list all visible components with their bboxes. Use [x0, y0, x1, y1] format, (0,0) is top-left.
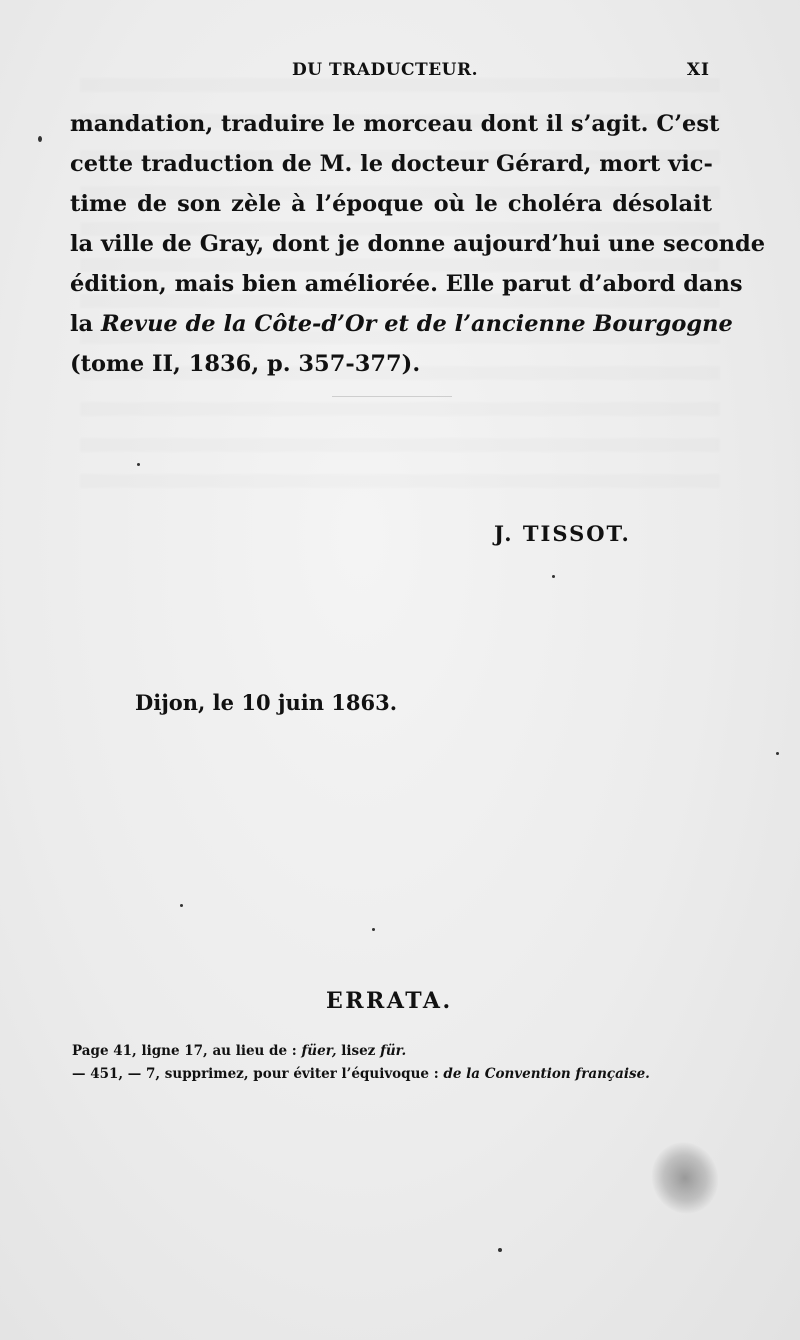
- dust-speck: [38, 136, 42, 142]
- dust-speck: [137, 463, 140, 466]
- page-number: XI: [686, 60, 710, 80]
- ink-smudge: [642, 1133, 729, 1223]
- place-date: Dijon, le 10 juin 1863.: [135, 690, 398, 715]
- errata-entry: [72, 1063, 732, 1086]
- errata-italic-phrase: de la Convention française.: [443, 1066, 650, 1082]
- text-line: (tome II, 1836, p. 357-377).: [70, 351, 421, 377]
- text-line: la ville de Gray, dont je donne aujourd’hui une seconde: [70, 231, 766, 257]
- dust-speck: [776, 752, 779, 755]
- errata-text: — 451, — 7, supprimez, pour éviter l’équivoque :: [72, 1066, 439, 1082]
- dust-speck: [552, 575, 555, 578]
- text-fragment: la: [70, 311, 94, 337]
- author-signature: J. TISSOT.: [494, 521, 631, 546]
- dust-speck: [180, 904, 183, 907]
- errata-entry: [72, 1040, 732, 1063]
- errata-list: [72, 1040, 732, 1086]
- dust-speck: [372, 928, 375, 931]
- dust-speck: [498, 1248, 502, 1252]
- text-line: time de son zèle à l’époque où le choléra désolait: [70, 191, 712, 217]
- text-line: mandation, traduire le morceau dont il s’agit. C’est: [70, 111, 720, 137]
- page-header: [70, 60, 710, 88]
- text-line: [70, 304, 733, 344]
- running-head: DU TRADUCTEUR.: [292, 60, 479, 80]
- errata-text: Page 41, ligne 17, au lieu de :: [72, 1043, 297, 1059]
- faint-rule: [332, 396, 452, 397]
- errata-title: ERRATA.: [326, 988, 453, 1014]
- text-line: cette traduction de M. le docteur Gérard, mort vic-: [70, 151, 713, 177]
- errata-wrong-word: füer,: [301, 1043, 337, 1059]
- errata-correct-word: für.: [380, 1043, 407, 1059]
- errata-text: lisez: [341, 1043, 376, 1059]
- text-line: édition, mais bien améliorée. Elle parut d’abord dans: [70, 271, 743, 297]
- journal-title: Revue de la Côte-d’Or et de l’ancienne Bourgogne: [100, 311, 733, 337]
- body-paragraph: [70, 104, 766, 384]
